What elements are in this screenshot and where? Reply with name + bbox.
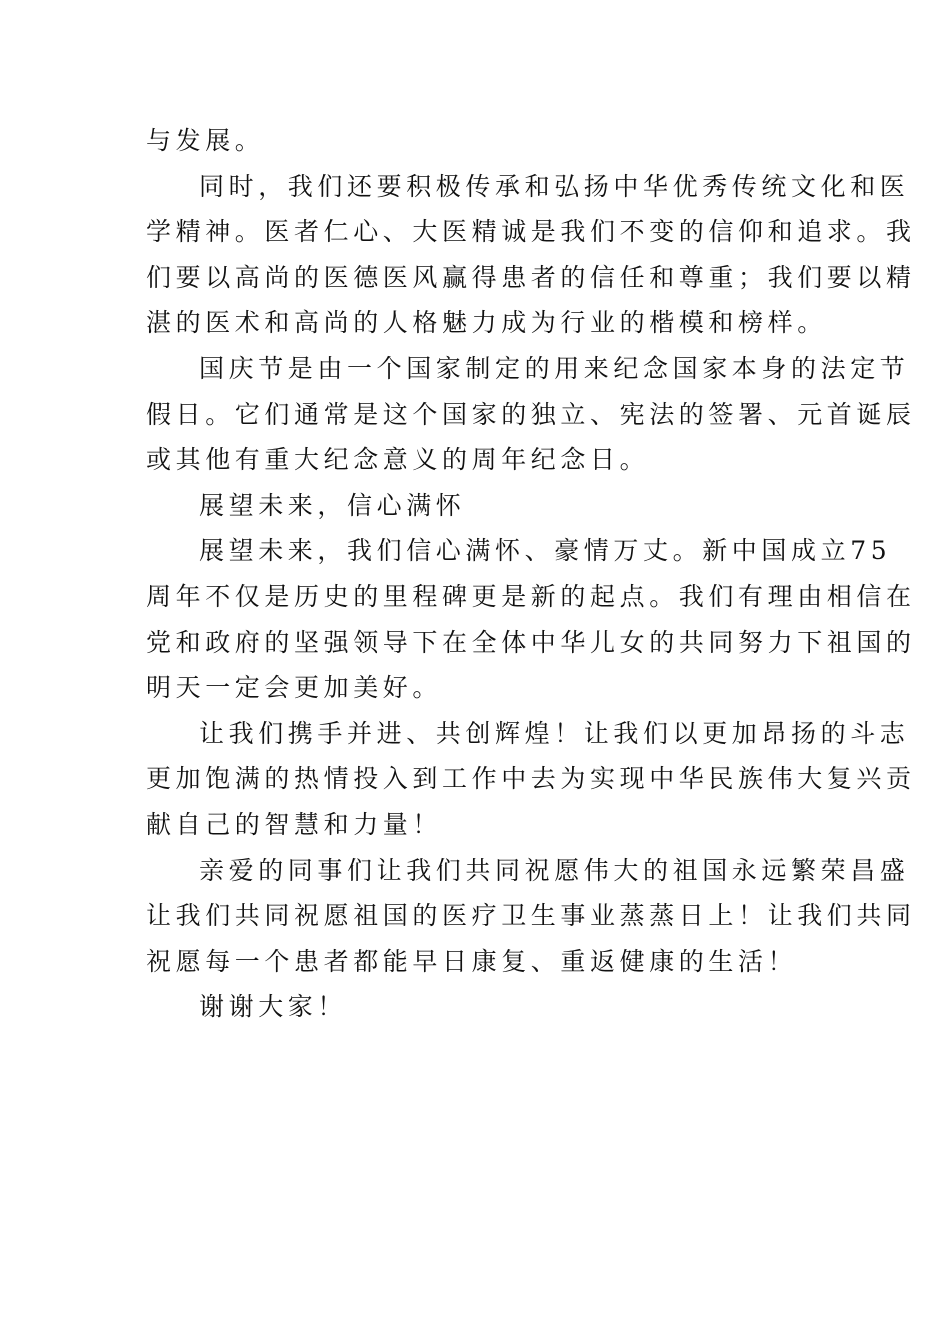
text-line: 与发展。 bbox=[146, 126, 265, 155]
paragraph-8 bbox=[146, 984, 810, 1030]
paragraph-4-heading bbox=[146, 483, 810, 529]
paragraph-6 bbox=[146, 711, 916, 848]
text-line: 国庆节是由一个国家制定的用来纪念国家本身的法定节 bbox=[199, 353, 910, 383]
text-line: 更加饱满的热情投入到工作中去为实现中华民族伟大复兴贡 bbox=[146, 764, 916, 794]
text-line: 展望未来，我们信心满怀、豪情万丈。新中国成立75 bbox=[199, 536, 892, 566]
paragraph-3 bbox=[146, 346, 916, 483]
paragraph-5 bbox=[146, 528, 916, 710]
text-line: 让我们携手并进、共创辉煌！让我们以更加昂扬的斗志 bbox=[199, 718, 910, 748]
text-line: 明天一定会更加美好。 bbox=[146, 673, 443, 703]
text-line: 假日。它们通常是这个国家的独立、宪法的签署、元首诞辰 bbox=[146, 399, 916, 429]
text-line: 让我们共同祝愿祖国的医疗卫生事业蒸蒸日上！让我们共同 bbox=[146, 901, 916, 931]
text-line: 亲爱的同事们让我们共同祝愿伟大的祖国永远繁荣昌盛 bbox=[199, 855, 910, 885]
text-line: 或其他有重大纪念意义的周年纪念日。 bbox=[146, 445, 650, 475]
text-line: 学精神。医者仁心、大医精诚是我们不变的信仰和追求。我 bbox=[146, 217, 916, 247]
paragraph-2 bbox=[146, 164, 916, 346]
closing-line: 谢谢大家！ bbox=[199, 992, 348, 1022]
text-line: 献自己的智慧和力量！ bbox=[146, 809, 443, 839]
paragraph-7 bbox=[146, 848, 916, 985]
text-line: 周年不仅是历史的里程碑更是新的起点。我们有理由相信在 bbox=[146, 581, 916, 611]
text-line: 同时，我们还要积极传承和弘扬中华优秀传统文化和医 bbox=[199, 171, 910, 201]
text-line: 们要以高尚的医德医风赢得患者的信任和尊重；我们要以精 bbox=[146, 262, 916, 292]
text-line: 祝愿每一个患者都能早日康复、重返健康的生活！ bbox=[146, 946, 798, 976]
section-heading: 展望未来，信心满怀 bbox=[199, 490, 466, 520]
document-body bbox=[146, 118, 916, 1030]
paragraph-1 bbox=[146, 118, 810, 164]
text-line: 湛的医术和高尚的人格魅力成为行业的楷模和榜样。 bbox=[146, 308, 827, 338]
text-line: 党和政府的坚强领导下在全体中华儿女的共同努力下祖国的 bbox=[146, 627, 916, 657]
